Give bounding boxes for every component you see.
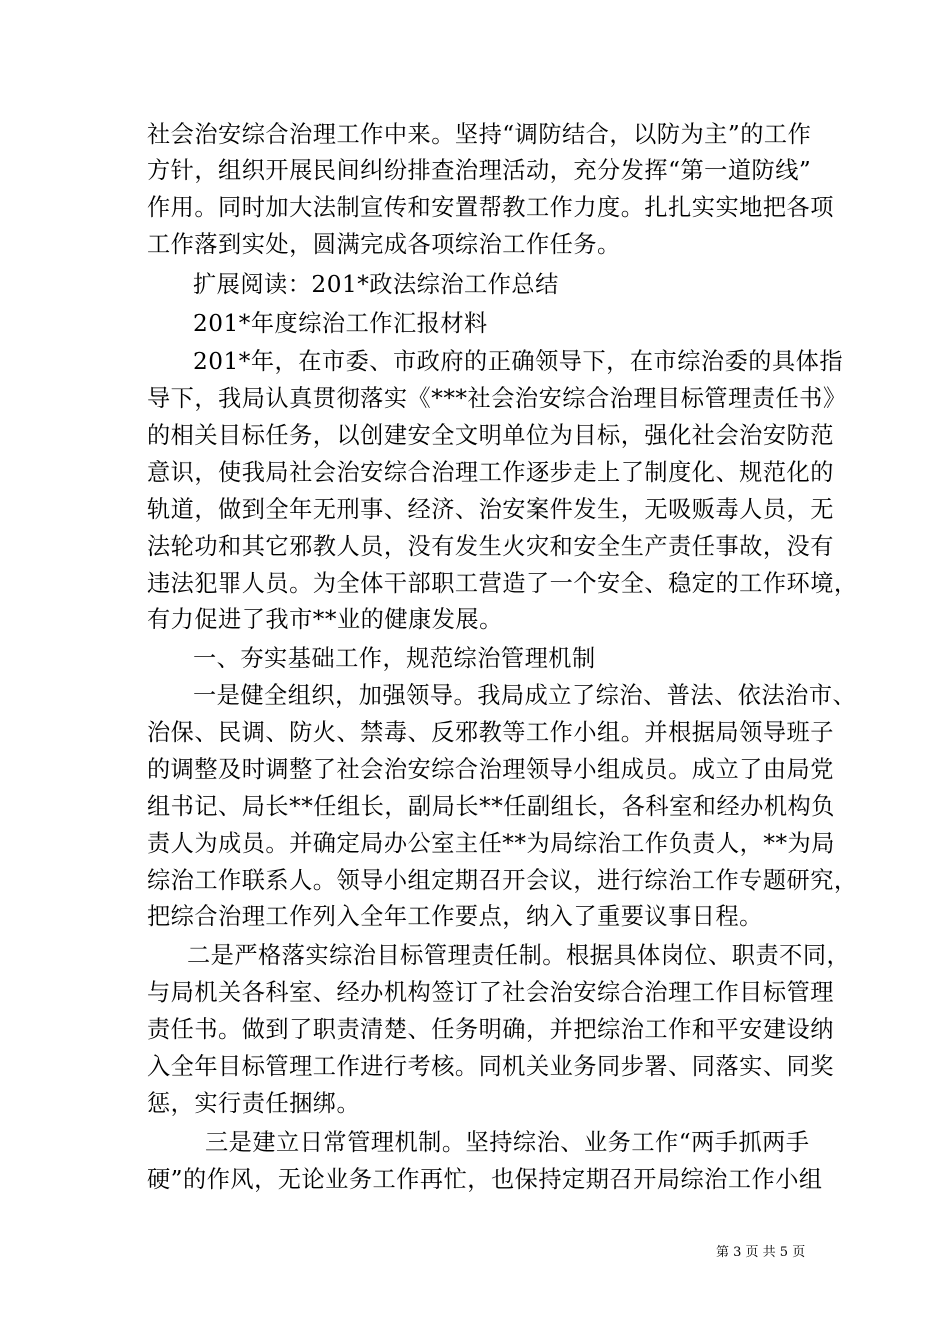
text-line: 的相关目标任务，以创建安全文明单位为目标，强化社会治安防范 — [147, 422, 834, 449]
text-line: 方针，组织开展民间纠纷排查治理活动，充分发挥“第一道防线” — [147, 157, 812, 184]
text-line: 意识，使我局社会治安综合治理工作逐步走上了制度化、规范化的 — [147, 459, 834, 486]
text-line: 201*年，在市委、市政府的正确领导下，在市综治委的具体指 — [193, 348, 844, 375]
text-line: 社会治安综合治理工作中来。坚持“调防结合，以防为主”的工作 — [147, 121, 812, 148]
text-line: 责任书。做到了职责清楚、任务明确，并把综治工作和平安建设纳 — [147, 1016, 834, 1043]
text-line: 作用。同时加大法制宣传和安置帮教工作力度。扎扎实实地把各项 — [147, 194, 834, 221]
text-line: 与局机关各科室、经办机构签订了社会治安综合治理工作目标管理 — [147, 979, 834, 1006]
text-line: 硬”的作风，无论业务工作再忙，也保持定期召开局综治工作小组 — [147, 1166, 823, 1193]
text-line: 把综合治理工作列入全年工作要点，纳入了重要议事日程。 — [147, 903, 763, 930]
text-line: 导下，我局认真贯彻落实《***社会治安综合治理目标管理责任书》 — [147, 385, 847, 412]
text-line: 治保、民调、防火、禁毒、反邪教等工作小组。并根据局领导班子 — [147, 719, 834, 746]
text-line: 工作落到实处，圆满完成各项综治工作任务。 — [147, 231, 621, 258]
text-line: 的调整及时调整了社会治安综合治理领导小组成员。成立了由局党 — [147, 756, 834, 783]
text-line: 扩展阅读：201*政法综治工作总结 — [193, 271, 559, 298]
text-line: 轨道，做到全年无刑事、经济、治安案件发生，无吸贩毒人员，无 — [147, 496, 834, 523]
text-line: 组书记、局长**任组长，副局长**任副组长，各科室和经办机构负 — [147, 793, 835, 820]
text-line: 入全年目标管理工作进行考核。同机关业务同步署、同落实、同奖 — [147, 1053, 834, 1080]
text-line: 惩，实行责任捆绑。 — [147, 1090, 361, 1117]
text-line: 综治工作联系人。领导小组定期召开会议，进行综治工作专题研究， — [147, 867, 858, 894]
text-line: 三是建立日常管理机制。坚持综治、业务工作“两手抓两手 — [205, 1129, 810, 1156]
text-line: 有力促进了我市**业的健康发展。 — [147, 606, 503, 633]
text-line: 一是健全组织，加强领导。我局成立了综治、普法、依法治市、 — [193, 682, 857, 709]
text-line: 二是严格落实综治目标管理责任制。根据具体岗位、职责不同， — [187, 942, 851, 969]
text-line: 违法犯罪人员。为全体干部职工营造了一个安全、稳定的工作环境， — [147, 570, 858, 597]
section-heading: 一、夯实基础工作，规范综治管理机制 — [193, 645, 596, 672]
text-line: 201*年度综治工作汇报材料 — [193, 310, 488, 337]
text-line: 法轮功和其它邪教人员，没有发生火灾和安全生产责任事故，没有 — [147, 533, 834, 560]
page-number: 第 3 页 共 5 页 — [716, 1245, 806, 1260]
text-line: 责人为成员。并确定局办公室主任**为局综治工作负责人，**为局 — [147, 830, 835, 857]
